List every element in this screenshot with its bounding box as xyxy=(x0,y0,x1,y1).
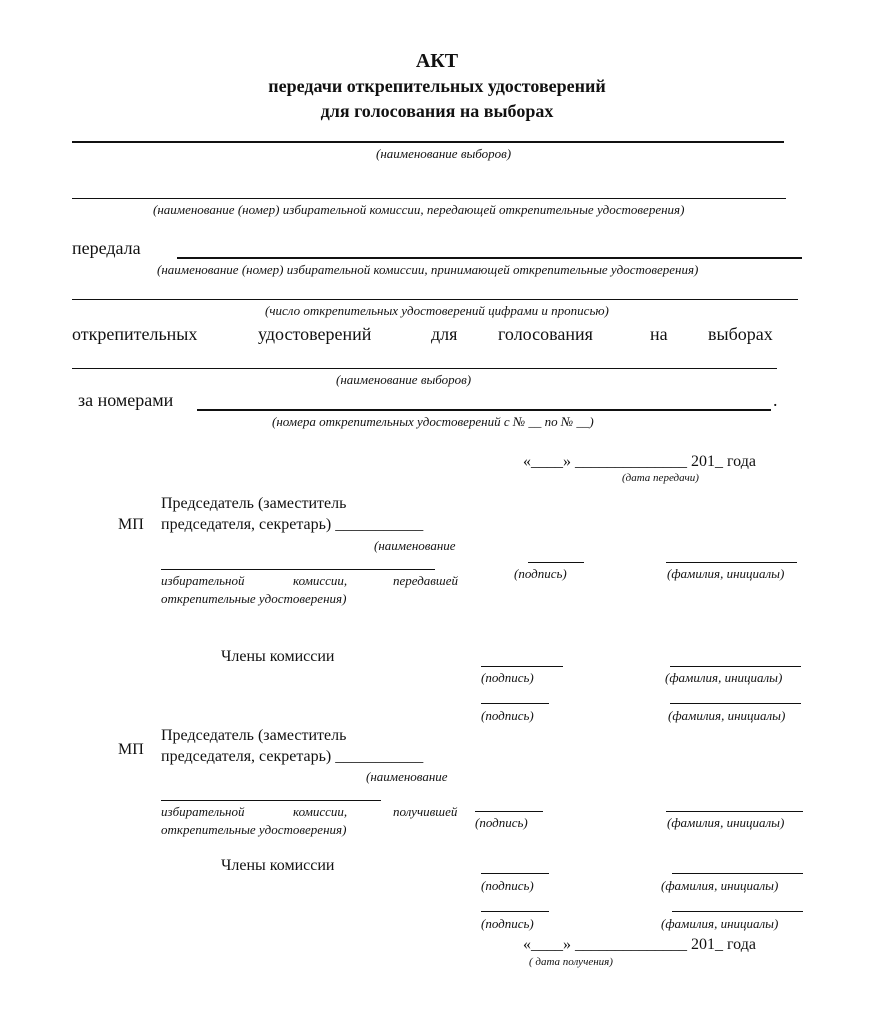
chair-label-2a: Председатель (заместитель xyxy=(161,727,347,744)
sending-commission-caption: (наименование (номер) избирательной комиссии, передающей открепительные удостоверения) xyxy=(153,202,685,217)
member-fio-caption-1b: (фамилия, инициалы) xyxy=(668,708,786,723)
chair-label-1a: Председатель (заместитель xyxy=(161,495,347,512)
member-signature-caption-2a: (подпись) xyxy=(481,878,534,893)
commission-name-line-2 xyxy=(161,800,381,801)
word-voting: голосования xyxy=(498,324,593,344)
transfer-date: «____» ______________ 201_ года xyxy=(523,453,756,470)
document-title: АКТ xyxy=(415,50,459,72)
commission-name-caption-2c: комиссии, xyxy=(293,804,348,819)
chair-signature-caption-1: (подпись) xyxy=(514,566,567,581)
members-label-1: Члены комиссии xyxy=(221,648,335,665)
member-signature-caption-2b: (подпись) xyxy=(481,916,534,931)
receipt-date-caption: ( дата получения) xyxy=(529,956,613,968)
chair-signature-line-2 xyxy=(475,811,543,812)
chair-label-2b: председателя, секретарь) ___________ xyxy=(161,748,424,765)
member-fio-line-2b xyxy=(672,911,803,912)
numbers-line xyxy=(197,409,771,411)
commission-name-caption-1b: избирательной xyxy=(161,573,245,588)
numbers-label: за номерами xyxy=(78,390,174,410)
chair-label-1b: председателя, секретарь) ___________ xyxy=(161,516,424,533)
word-certificates-2: удостоверений xyxy=(258,324,372,344)
member-signature-line-1a xyxy=(481,666,563,667)
sending-commission-line xyxy=(72,198,786,199)
member-fio-caption-2b: (фамилия, инициалы) xyxy=(661,916,779,931)
stamp-place-1: МП xyxy=(118,516,144,533)
commission-name-caption-1e: открепительные удостоверения) xyxy=(161,591,347,606)
word-certificates: открепительных xyxy=(72,324,198,344)
member-signature-caption-1b: (подпись) xyxy=(481,708,534,723)
member-fio-caption-1a: (фамилия, инициалы) xyxy=(665,670,783,685)
elections-name-line-2 xyxy=(72,368,777,369)
commission-name-line-1 xyxy=(161,569,435,570)
word-for: для xyxy=(431,324,458,344)
elections-name-caption: (наименование выборов) xyxy=(376,146,512,161)
member-signature-line-2a xyxy=(481,873,549,874)
chair-signature-caption-2: (подпись) xyxy=(475,815,528,830)
chair-fio-caption-2: (фамилия, инициалы) xyxy=(667,815,785,830)
member-fio-caption-2a: (фамилия, инициалы) xyxy=(661,878,779,893)
stamp-place-2: МП xyxy=(118,741,144,758)
receipt-date: «____» ______________ 201_ года xyxy=(523,936,756,953)
commission-name-caption-1c: комиссии, xyxy=(293,573,348,588)
transfer-date-caption: (дата передачи) xyxy=(622,472,699,484)
members-label-2: Члены комиссии xyxy=(221,857,335,874)
count-line xyxy=(72,299,798,300)
transferred-label: передала xyxy=(72,238,141,258)
word-on: на xyxy=(650,324,668,344)
document-subtitle-2: для голосования на выборах xyxy=(320,101,554,121)
commission-name-caption-1a: (наименование xyxy=(374,538,456,553)
receiving-commission-line xyxy=(177,257,802,259)
word-elections: выборах xyxy=(708,324,773,344)
elections-name-line xyxy=(72,141,784,143)
document-subtitle-1: передачи открепительных удостоверений xyxy=(268,76,606,96)
receiving-commission-caption: (наименование (номер) избирательной комиссии, принимающей открепительные удостоверения) xyxy=(157,262,699,277)
chair-fio-line-2 xyxy=(666,811,803,812)
member-signature-line-2b xyxy=(481,911,549,912)
count-caption: (число открепительных удостоверений цифрами и прописью) xyxy=(265,303,609,318)
member-fio-line-1a xyxy=(670,666,801,667)
numbers-caption: (номера открепительных удостоверений с № __ по № __) xyxy=(272,414,594,429)
commission-name-caption-2b: избирательной xyxy=(161,804,245,819)
commission-name-caption-2a: (наименование xyxy=(366,769,448,784)
member-fio-line-1b xyxy=(670,703,801,704)
member-signature-caption-1a: (подпись) xyxy=(481,670,534,685)
chair-signature-line-1 xyxy=(528,562,584,563)
commission-name-caption-2e: открепительные удостоверения) xyxy=(161,822,347,837)
elections-name-caption-2: (наименование выборов) xyxy=(336,372,472,387)
member-fio-line-2a xyxy=(672,873,803,874)
numbers-end: . xyxy=(773,390,778,410)
member-signature-line-1b xyxy=(481,703,549,704)
chair-fio-caption-1: (фамилия, инициалы) xyxy=(667,566,785,581)
commission-name-caption-2d: получившей xyxy=(393,804,458,819)
commission-name-caption-1d: передавшей xyxy=(393,573,459,588)
chair-fio-line-1 xyxy=(666,562,797,563)
